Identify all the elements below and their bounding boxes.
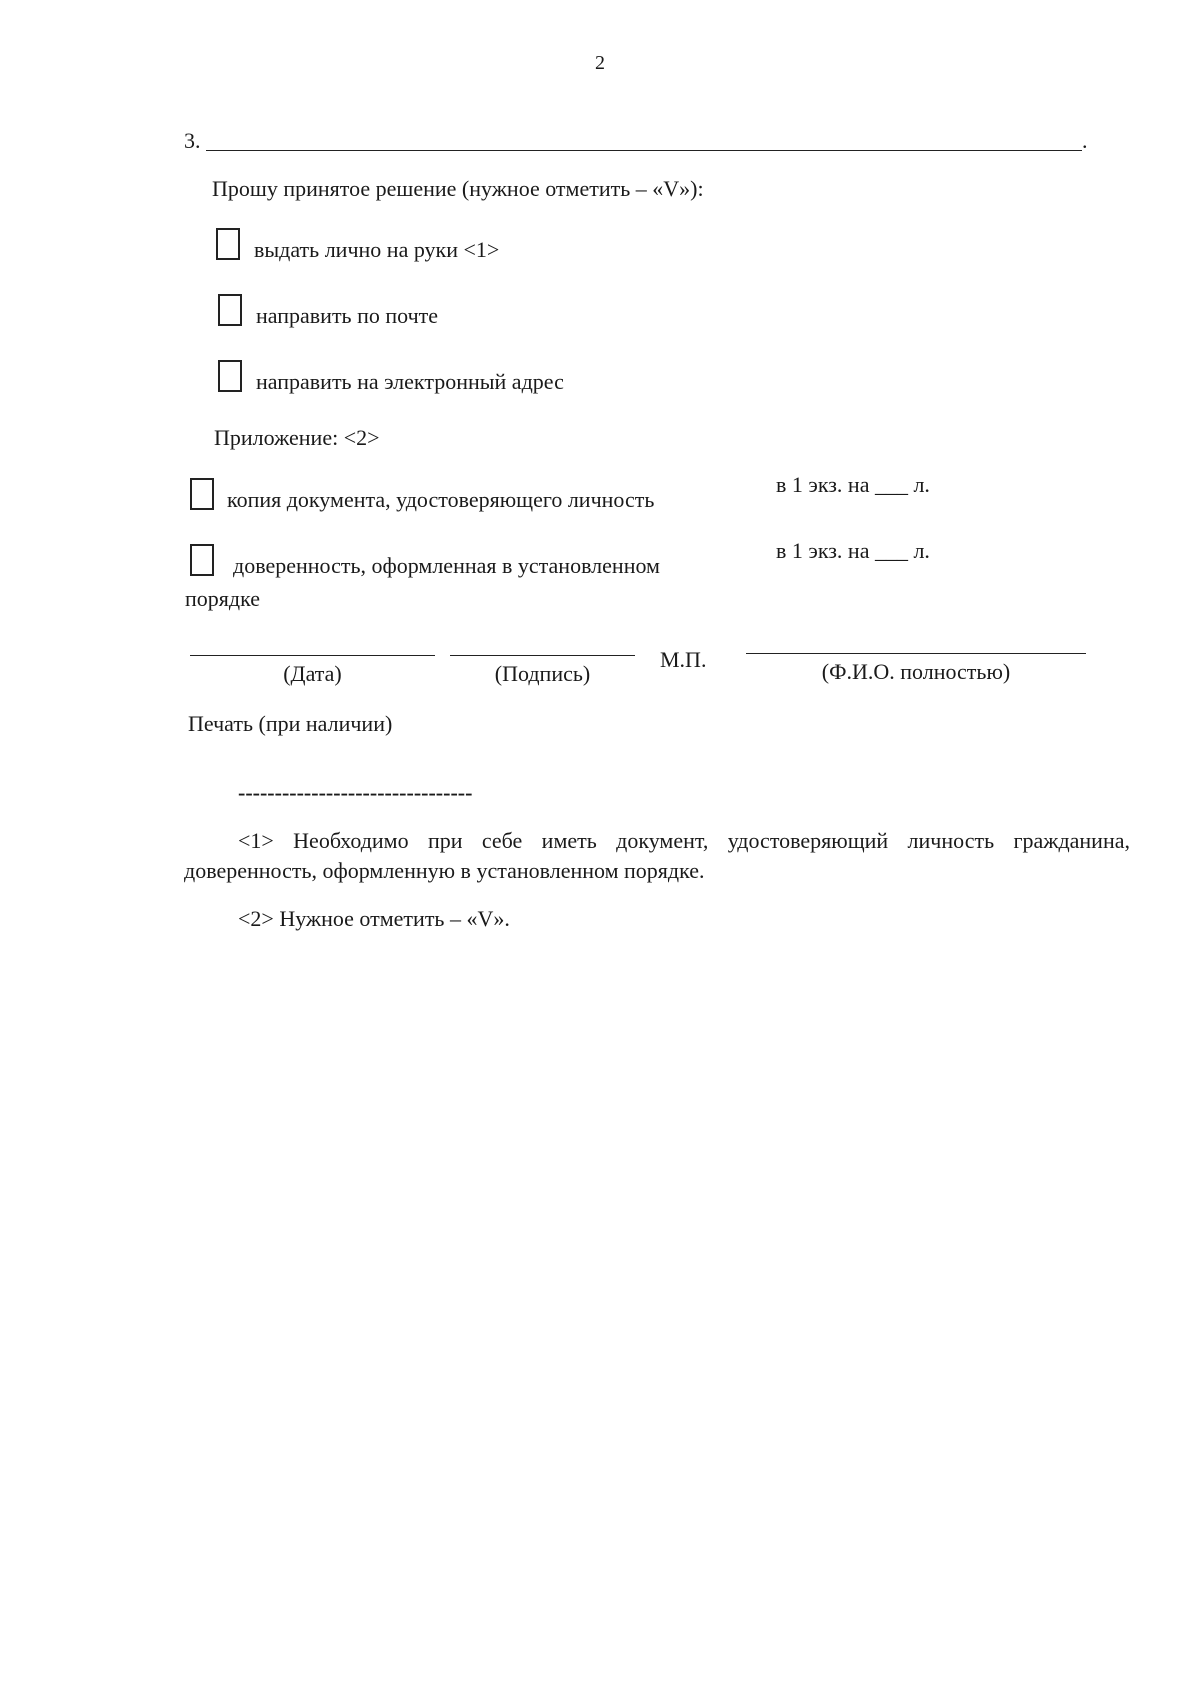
- option-label-by-mail: направить по почте: [256, 303, 439, 328]
- date-caption: (Дата): [283, 661, 342, 686]
- checkbox-send-by-mail[interactable]: [218, 294, 242, 326]
- signature-caption: (Подпись): [494, 661, 591, 686]
- full-name-line[interactable]: [746, 653, 1086, 654]
- attachment-label-power-of-attorney: доверенность, оформленная в установленном: [233, 553, 660, 578]
- footnote-1: <1> Необходимо при себе иметь документ, удостоверяющий личность гражданина, доверенность, оформленную в установленном порядке.: [184, 828, 1130, 883]
- signature-line[interactable]: [450, 655, 635, 656]
- item-end-mark: .: [1082, 128, 1088, 153]
- attachments-title: Приложение: <2>: [214, 425, 380, 450]
- item-number: 3.: [184, 128, 201, 153]
- checkbox-attachment-id-copy[interactable]: [190, 478, 214, 510]
- option-label-in-person: выдать лично на руки <1>: [254, 237, 500, 262]
- seal-note: Печать (при наличии): [188, 711, 393, 736]
- page-number: 2: [595, 52, 605, 74]
- full-name-caption: (Ф.И.О. полностью): [821, 659, 1011, 684]
- date-line[interactable]: [190, 655, 435, 656]
- checkbox-deliver-in-person[interactable]: [216, 228, 240, 260]
- stamp-place-label: М.П.: [660, 647, 707, 672]
- option-label-by-email: направить на электронный адрес: [256, 369, 564, 394]
- attachment-label-power-of-attorney-cont: порядке: [185, 586, 260, 611]
- checkbox-attachment-power-of-attorney[interactable]: [190, 544, 214, 576]
- delivery-prompt: Прошу принятое решение (нужное отметить – «V»):: [212, 176, 704, 201]
- footnote-separator: --------------------------------: [238, 780, 473, 805]
- attachment-label-id-copy: копия документа, удостоверяющего личность: [227, 487, 655, 512]
- item-blank-line[interactable]: [206, 150, 1082, 151]
- attachment-copies-id-copy: в 1 экз. на ___ л.: [776, 472, 930, 497]
- attachment-copies-power-of-attorney: в 1 экз. на ___ л.: [776, 538, 930, 563]
- footnote-2: <2> Нужное отметить – «V».: [238, 906, 510, 931]
- checkbox-send-by-email[interactable]: [218, 360, 242, 392]
